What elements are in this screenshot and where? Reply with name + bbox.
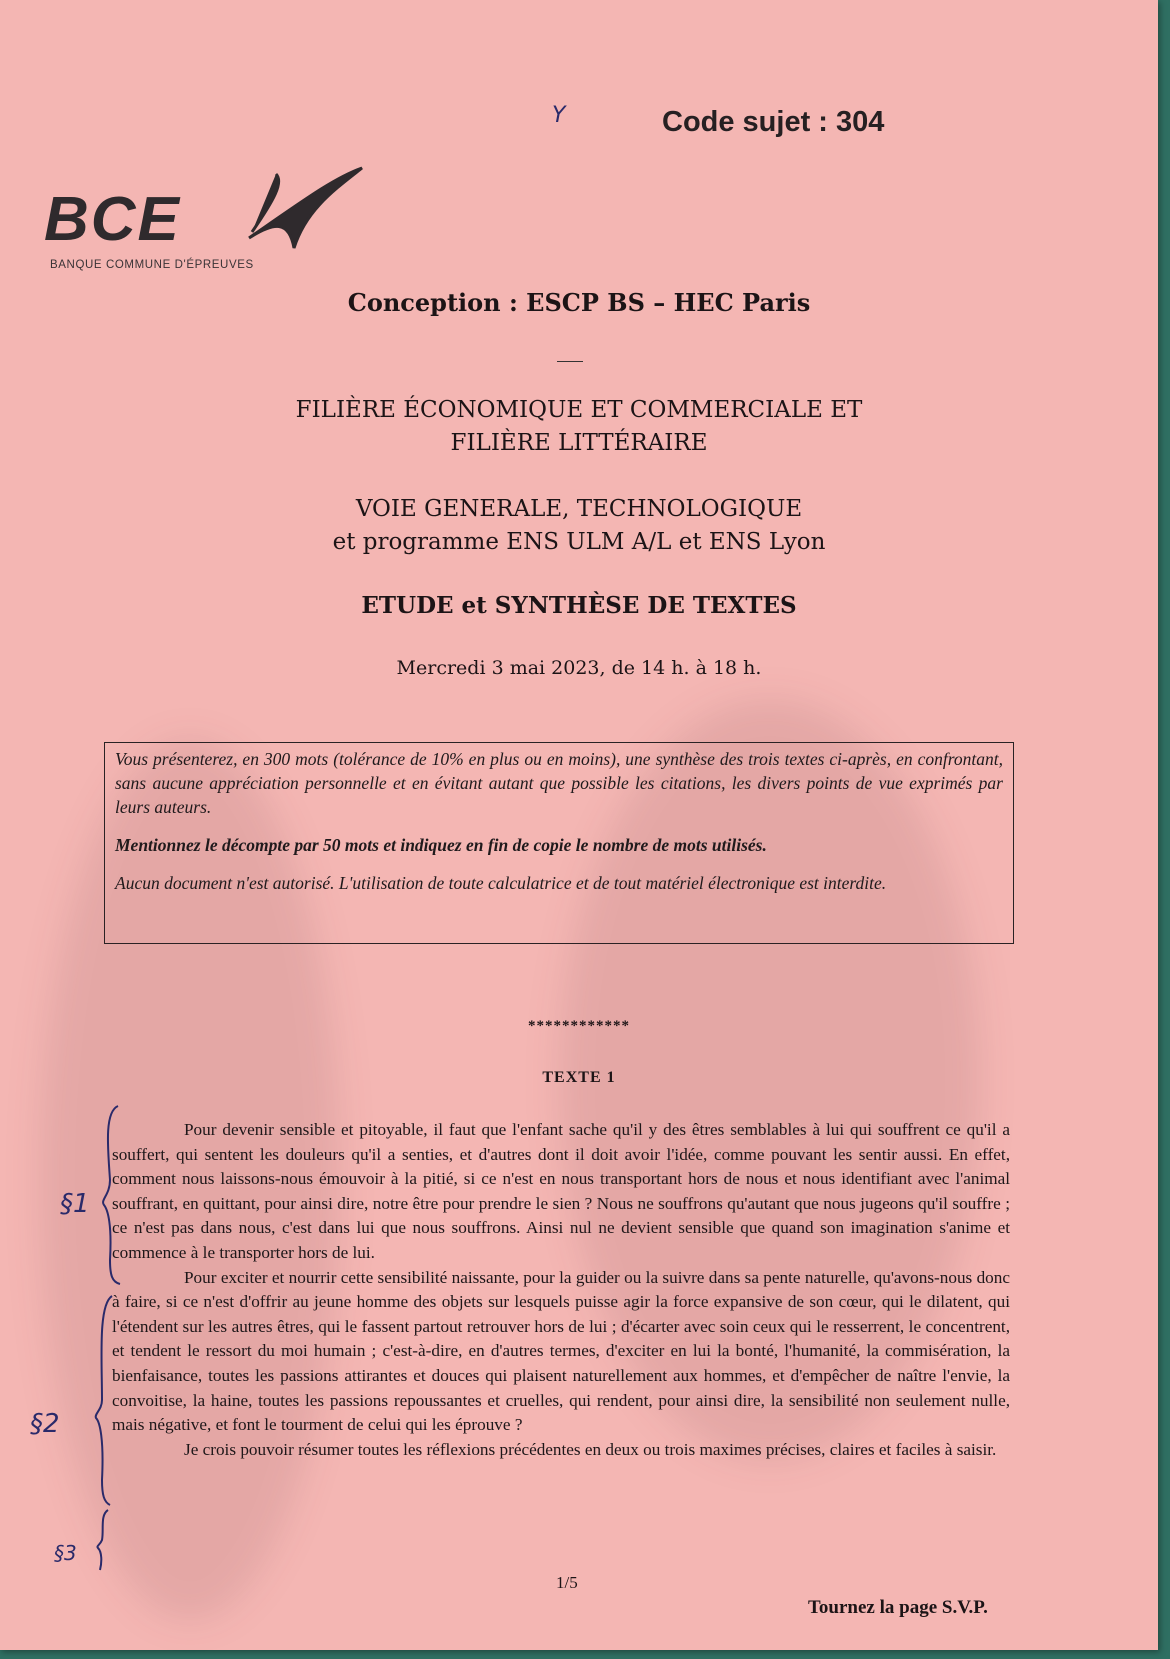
mark-2-text: §2	[30, 1409, 60, 1439]
instructions-box	[104, 742, 1014, 944]
paragraph-3: Je crois pouvoir résumer toutes les réflexions précédentes en deux ou trois maximes précises, claires et faciles à saisir.	[184, 1439, 997, 1459]
conception: Conception : ESCP BS – HEC Paris	[347, 288, 811, 317]
turn-page-note: Tournez la page S.V.P.	[808, 1597, 988, 1618]
instruction-2: Mentionnez le décompte par 50 mots et indiquez en fin de copie le nombre de mots utilisés.	[115, 835, 767, 855]
exam-date: Mercredi 3 mai 2023, de 14 h. à 18 h.	[396, 657, 762, 679]
filiere-heading	[0, 394, 1158, 460]
code-sujet: Code sujet : 304	[662, 106, 885, 138]
voie-heading	[0, 493, 1158, 559]
texte-title: TEXTE 1	[542, 1069, 616, 1086]
top-mark-text: Y	[552, 103, 566, 128]
instruction-3: Aucun document n'est autorisé. L'utilisation de toute calculatrice et de tout matériel électronique est interdite.	[115, 873, 887, 893]
instruction-1: Vous présenterez, en 300 mots (tolérance de 10% en plus ou en moins), une synthèse des trois textes ci-après, en confrontant, sans aucune appréciation personnelle et en évitant autant que possible les citations, les divers points de vue exprimés par leurs auteurs.	[115, 749, 1003, 817]
separator: ************	[528, 1018, 630, 1034]
filiere-line-2: FILIÈRE LITTÉRAIRE	[450, 430, 708, 456]
voie-line-1: VOIE GENERALE, TECHNOLOGIQUE	[355, 496, 803, 522]
title-divider	[557, 361, 583, 362]
voie-line-2: et programme ENS ULM A/L et ENS Lyon	[332, 529, 826, 555]
logo-subtitle: BANQUE COMMUNE D'ÉPREUVES	[50, 259, 254, 271]
epreuve-title: ETUDE et SYNTHÈSE DE TEXTES	[361, 592, 797, 619]
mark-1-text: §1	[60, 1189, 90, 1219]
paragraph-2: Pour exciter et nourrir cette sensibilité naissante, pour la guider ou la suivre dans sa pente naturelle, qu'avons-nous donc à faire, si ce n'est d'offrir au jeune homme des objets sur lesquels puisse agir la force expansive de son cœur, qui le dilatent, qui l'étendent sur les autres êtres, qui le fassent partout retrouver hors de lui ; d'écarter avec soin ceux qui le resserrent, le concentrent, et tendent le ressort du moi humain ; c'est-à-dire, en d'autres termes, d'exciter en lui la bonté, l'humanité, la commisération, la bienfaisance, toutes les passions attirantes et douces qui plaisent naturellement aux hommes, et d'empêcher de naître l'envie, la convoitise, la haine, toutes les passions repoussantes et cruelles, qui rendent, pour ainsi dire, la sensibilité non seulement nulle, mais négative, et font le tourment de celui qui les éprouve ?	[112, 1267, 1010, 1435]
filiere-line-1: FILIÈRE ÉCONOMIQUE ET COMMERCIALE ET	[295, 397, 863, 423]
page-number: 1/5	[556, 1573, 578, 1592]
texte-body	[112, 1118, 1010, 1462]
bce-logo-text: BCE	[44, 185, 181, 254]
mark-3-text: §3	[54, 1541, 77, 1565]
paragraph-1: Pour devenir sensible et pitoyable, il faut que l'enfant sache qu'il y des êtres semblables à lui qui souffrent ce qu'il a souffert, qui sentent les douleurs qu'il a senties, et d'autres dont il doit avoir l'idée, comme pouvant les sentir aussi. En effet, comment nous laissons-nous émouvoir à la pitié, si ce n'est en nous transportant hors de nous et nous identifiant avec l'animal souffrant, en quittant, pour ainsi dire, notre être pour prendre le sien ? Nous ne souffrons qu'autant que nous jugeons qu'il souffre ; ce n'est pas dans nous, c'est dans lui que nous souffrons. Ainsi nul ne devient sensible que quand son imagination s'anime et commence à le transporter hors de lui.	[112, 1120, 1010, 1262]
logo-swoosh-icon	[249, 168, 362, 248]
